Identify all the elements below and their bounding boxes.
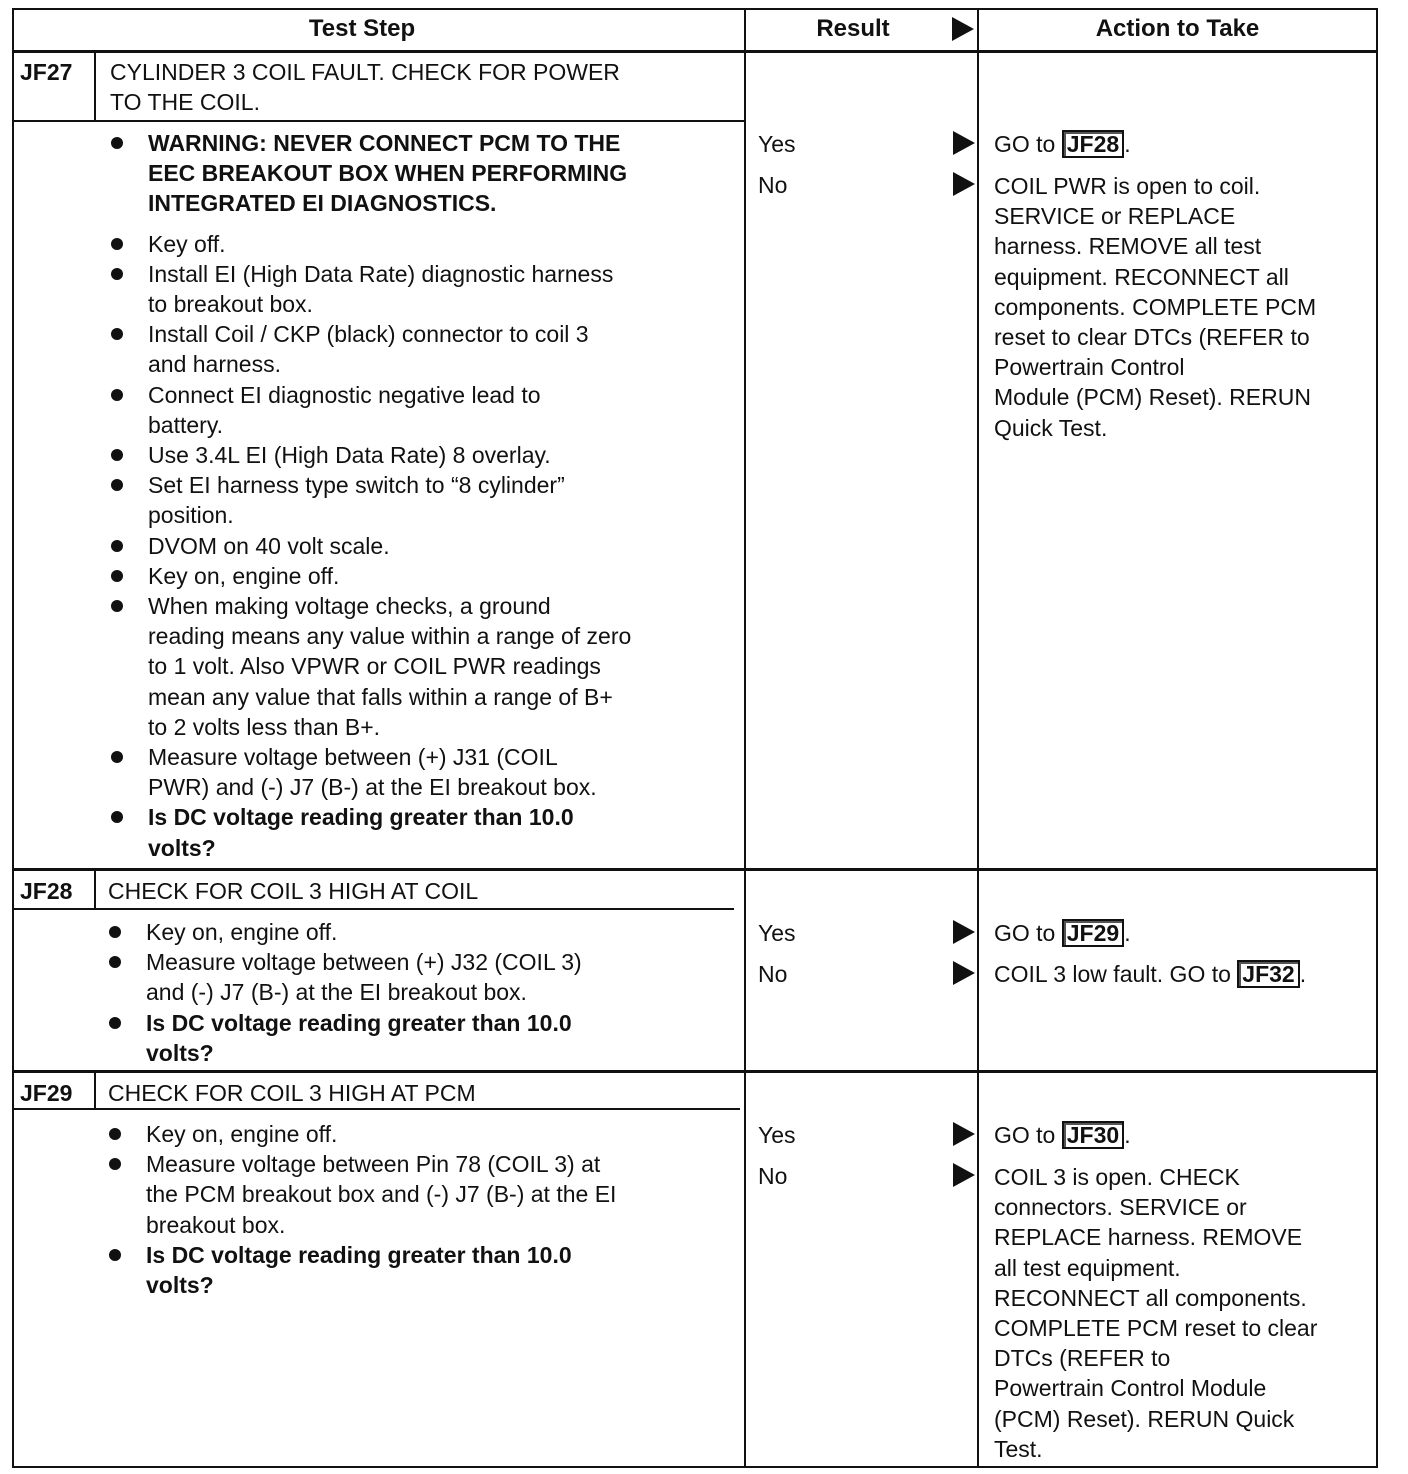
result-yes-jf29: Yes bbox=[758, 1122, 796, 1148]
section-divider-jf28 bbox=[12, 868, 1378, 871]
result-arrow-icon bbox=[953, 961, 975, 985]
column-divider-action bbox=[977, 8, 979, 1468]
title-underline-jf28 bbox=[12, 908, 734, 910]
result-arrow-icon bbox=[953, 1163, 975, 1187]
action-no-jf29: COIL 3 is open. CHECK connectors. SERVICE or REPLACE harness. REMOVE all test equipment. RECONNECT all components. COMPLETE PCM reset to clear DTCs (REFER to Powertrain Control Module (PCM) Reset). RERUN Quick Test. bbox=[994, 1164, 1318, 1462]
list-item: Connect EI diagnostic negative lead to battery. bbox=[108, 380, 631, 440]
list-item: Use 3.4L EI (High Data Rate) 8 overlay. bbox=[108, 440, 631, 470]
result-no-jf28: No bbox=[758, 961, 788, 987]
header-action: Action to Take bbox=[1095, 15, 1260, 42]
list-item: Key on, engine off. bbox=[106, 917, 582, 947]
result-arrow-icon bbox=[953, 920, 975, 944]
header-divider bbox=[12, 50, 1378, 53]
step-ref-jf32[interactable]: JF32 bbox=[1237, 960, 1299, 988]
id-divider-jf29 bbox=[94, 1072, 96, 1110]
header-test-step: Test Step bbox=[308, 15, 416, 42]
result-arrow-icon bbox=[953, 172, 975, 196]
id-divider-jf27 bbox=[94, 50, 96, 122]
step-title-jf27-line2: TO THE COIL. bbox=[110, 89, 260, 115]
result-no-jf29: No bbox=[758, 1163, 788, 1189]
step-list-jf29 bbox=[106, 1119, 616, 1300]
step-ref-jf30[interactable]: JF30 bbox=[1062, 1121, 1124, 1149]
list-item: Key on, engine off. bbox=[106, 1119, 616, 1149]
warning-item: WARNING: NEVER CONNECT PCM TO THE EEC BREAKOUT BOX WHEN PERFORMING INTEGRATED EI DIAGNOSTICS. bbox=[108, 128, 631, 219]
result-yes-jf27: Yes bbox=[758, 131, 796, 157]
list-item: When making voltage checks, a ground reading means any value within a range of zero to 1 volt. Also VPWR or COIL PWR readings mean any value that falls within a range of B+ to 2 volts less than B+. bbox=[108, 591, 631, 742]
table-bottom-border bbox=[12, 1466, 1378, 1468]
question-item: Is DC voltage reading greater than 10.0 volts? bbox=[106, 1008, 582, 1068]
list-item: Key off. bbox=[108, 229, 631, 259]
title-underline-jf29 bbox=[12, 1108, 740, 1110]
step-list-jf28 bbox=[106, 917, 582, 1068]
column-divider-result bbox=[744, 8, 746, 1468]
action-yes-jf27: GO to JF28 . bbox=[994, 131, 1131, 157]
step-list-jf27 bbox=[108, 128, 631, 863]
header-result: Result bbox=[816, 15, 890, 42]
list-item: Key on, engine off. bbox=[108, 561, 631, 591]
table-top-border bbox=[12, 8, 1378, 10]
list-item: Install EI (High Data Rate) diagnostic harness to breakout box. bbox=[108, 259, 631, 319]
result-yes-jf28: Yes bbox=[758, 920, 796, 946]
title-underline-jf27 bbox=[12, 120, 746, 122]
result-no-jf27: No bbox=[758, 172, 788, 198]
result-arrow-icon bbox=[953, 1122, 975, 1146]
step-id-jf28: JF28 bbox=[20, 878, 73, 904]
action-yes-jf28: GO to JF29 . bbox=[994, 920, 1131, 946]
action-yes-jf29: GO to JF30 . bbox=[994, 1122, 1131, 1148]
id-divider-jf28 bbox=[94, 870, 96, 910]
action-no-jf27: COIL PWR is open to coil. SERVICE or REPLACE harness. REMOVE all test equipment. RECONNECT all components. COMPLETE PCM reset to clear DTCs (REFER to Powertrain Control Module (PCM) Reset). RERUN Quick Test. bbox=[994, 173, 1317, 441]
list-item: DVOM on 40 volt scale. bbox=[108, 531, 631, 561]
result-arrow-icon bbox=[953, 131, 975, 155]
step-title-jf28: CHECK FOR COIL 3 HIGH AT COIL bbox=[108, 878, 479, 904]
list-item: Measure voltage between (+) J32 (COIL 3) and (-) J7 (B-) at the EI breakout box. bbox=[106, 947, 582, 1007]
section-divider-jf29 bbox=[12, 1070, 1378, 1073]
question-item: Is DC voltage reading greater than 10.0 volts? bbox=[108, 802, 631, 862]
action-no-jf28: COIL 3 low fault. GO to JF32 . bbox=[994, 961, 1307, 987]
list-item: Set EI harness type switch to “8 cylinder” position. bbox=[108, 470, 631, 530]
step-id-jf29: JF29 bbox=[20, 1080, 73, 1106]
list-item: Measure voltage between Pin 78 (COIL 3) at the PCM breakout box and (-) J7 (B-) at the EI breakout box. bbox=[106, 1149, 616, 1240]
step-title-jf29: CHECK FOR COIL 3 HIGH AT PCM bbox=[108, 1080, 476, 1106]
step-ref-jf28[interactable]: JF28 bbox=[1062, 130, 1124, 158]
table-right-border bbox=[1376, 8, 1378, 1468]
question-item: Is DC voltage reading greater than 10.0 volts? bbox=[106, 1240, 616, 1300]
step-id-jf27: JF27 bbox=[20, 59, 73, 85]
table-left-border bbox=[12, 8, 14, 1468]
list-item: Measure voltage between (+) J31 (COIL PWR) and (-) J7 (B-) at the EI breakout box. bbox=[108, 742, 631, 802]
step-ref-jf29[interactable]: JF29 bbox=[1062, 919, 1124, 947]
step-title-jf27-line1: CYLINDER 3 COIL FAULT. CHECK FOR POWER bbox=[110, 59, 620, 85]
header-arrow-icon bbox=[952, 17, 974, 41]
list-item: Install Coil / CKP (black) connector to coil 3 and harness. bbox=[108, 319, 631, 379]
